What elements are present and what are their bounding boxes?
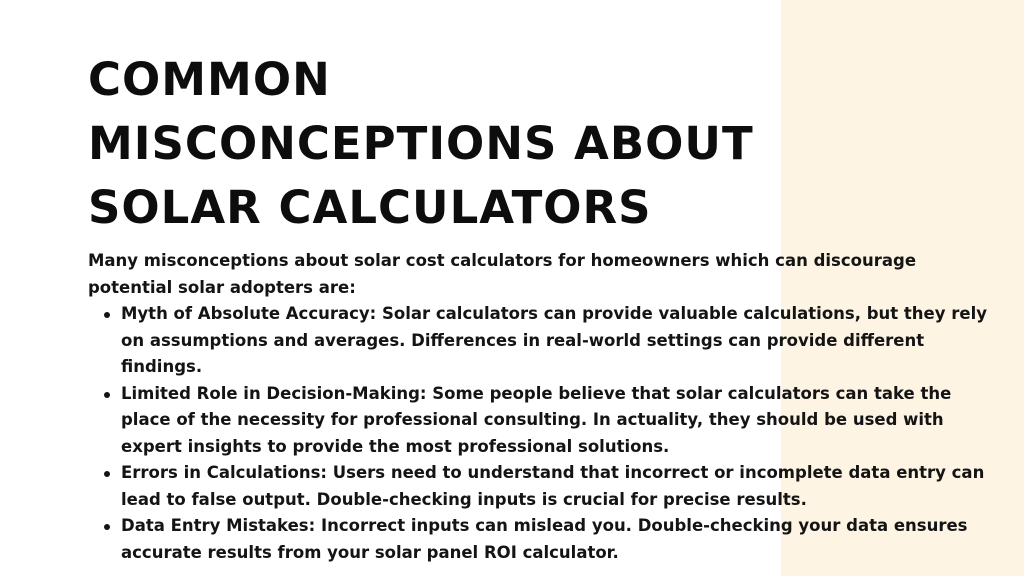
list-item-text: Errors in Calculations: Users need to understand that incorrect or incomplete data entry can lead to false output. Double-checking inputs is crucial for precise results. bbox=[121, 463, 985, 509]
slide-title bbox=[88, 48, 988, 240]
slide-title-line: COMMON bbox=[88, 53, 331, 106]
list-item-text: Limited Role in Decision-Making: Some people believe that solar calculators can take the place of the necessity for professional consulting. In actuality, they should be used with expert insights to provide the most professional solutions. bbox=[121, 383, 952, 456]
bullet-icon bbox=[104, 524, 110, 530]
list-item bbox=[88, 460, 988, 513]
misconception-list bbox=[88, 301, 988, 566]
list-item-text: Data Entry Mistakes: Incorrect inputs can mislead you. Double-checking your data ensures accurate results from your solar panel ROI calculator. bbox=[121, 516, 968, 562]
bullet-icon bbox=[104, 392, 110, 398]
list-item bbox=[88, 513, 988, 566]
bullet-icon bbox=[104, 471, 110, 477]
slide-title-line: SOLAR CALCULATORS bbox=[88, 181, 652, 234]
list-item bbox=[88, 301, 988, 381]
intro-paragraph: Many misconceptions about solar cost calculators for homeowners which can discourage potential solar adopters are: bbox=[88, 251, 917, 297]
list-item bbox=[88, 381, 988, 461]
bullet-icon bbox=[104, 312, 110, 318]
list-item-text: Myth of Absolute Accuracy: Solar calculators can provide valuable calculations, but they rely on assumptions and averages. Differences in real-world settings can provide different findings. bbox=[121, 304, 987, 376]
slide-title-line: MISCONCEPTIONS ABOUT bbox=[88, 117, 754, 170]
slide-content bbox=[88, 48, 988, 566]
